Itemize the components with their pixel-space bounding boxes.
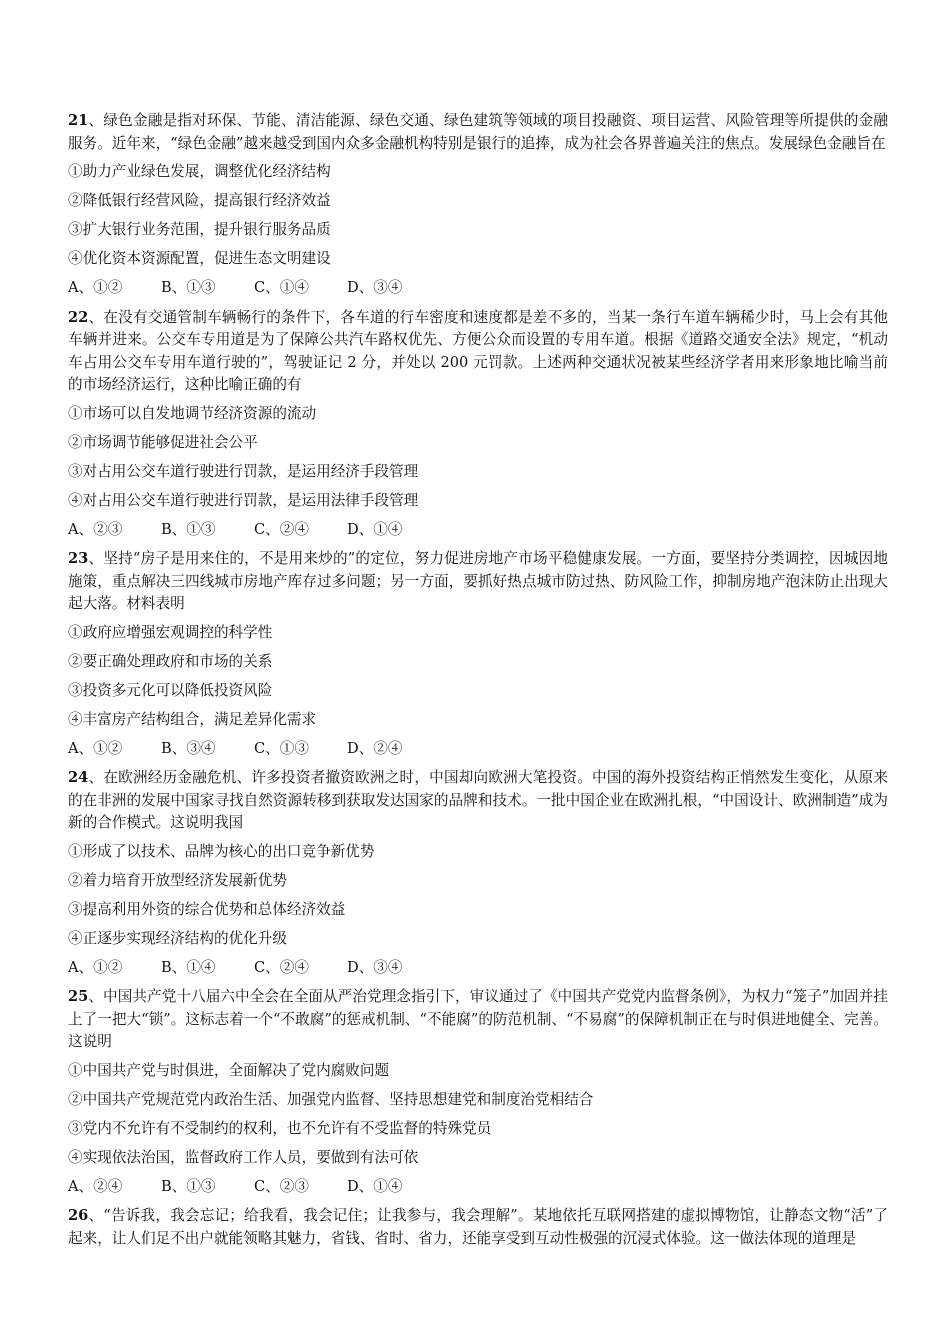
option-1: ①市场可以自发地调节经济资源的流动 — [68, 404, 317, 422]
answer-d: D、①④ — [347, 1177, 403, 1195]
stem-text: 、坚持“房子是用来住的，不是用来炒的”的定位，努力促进房地产市场平稳健康发展。一方面，要坚持分类调控，因城因地施策，重点解决三四线城市房地产库存过多问题；另一方面，要抓好热点城市防过热、防风险工作，抑制房地产泡沫防止出现大起大落。材料表明 — [68, 550, 888, 612]
question-stem — [68, 307, 888, 397]
stem-text: 、在欧洲经历金融危机、许多投资者撤资欧洲之时，中国却向欧洲大笔投资。中国的海外投资结构正悄然发生变化，从原来的在非洲的发展中国家寻找自然资源转移到获取发达国家的品牌和技术。一批中国企业在欧洲扎根，“中国设计、欧洲制造”成为新的合作模式。这说明我国 — [68, 769, 888, 831]
question-21 — [68, 110, 888, 300]
question-23 — [68, 548, 888, 760]
question-26 — [68, 1205, 888, 1250]
answer-c: C、②④ — [254, 520, 309, 538]
option-4: ④正逐步实现经济结构的优化升级 — [68, 929, 287, 947]
answer-c: C、②③ — [254, 1177, 309, 1195]
answer-b: B、①③ — [161, 279, 216, 296]
option-1: ①助力产业绿色发展，调整优化经济结构 — [68, 163, 331, 180]
question-number: 22 — [68, 308, 89, 326]
answer-choices — [68, 957, 888, 980]
answer-a: A、①② — [68, 739, 123, 757]
option-2: ②市场调节能够促进社会公平 — [68, 433, 258, 451]
option-1: ①形成了以技术、品牌为核心的出口竞争新优势 — [68, 842, 375, 860]
question-25 — [68, 986, 888, 1198]
question-stem — [68, 1205, 888, 1250]
answer-b: B、③④ — [161, 739, 216, 757]
option-2: ②降低银行经营风险，提高银行经济效益 — [68, 192, 331, 209]
stem-text: 、“告诉我，我会忘记；给我看，我会记住；让我参与，我会理解”。某地依托互联网搭建的虚拟博物馆，让静态文物“活”了起来，让人们足不出户就能领略其魅力，省钱、省时、省力，还能享受到互动性极强的沉浸式体验。这一做法体现的道理是 — [68, 1207, 888, 1247]
option-4: ④对占用公交车道行驶进行罚款，是运用法律手段管理 — [68, 491, 419, 509]
question-stem — [68, 767, 888, 835]
option-2: ②中国共产党规范党内政治生活、加强党内监督、坚持思想建党和制度治党相结合 — [68, 1090, 594, 1108]
answer-c: C、②④ — [254, 958, 309, 976]
answer-a: A、②④ — [68, 1177, 123, 1195]
option-4: ④实现依法治国，监督政府工作人员，要做到有法可依 — [68, 1148, 419, 1166]
option-1: ①中国共产党与时俱进，全面解决了党内腐败问题 — [68, 1061, 390, 1079]
answer-c: C、①④ — [254, 279, 309, 296]
question-number: 24 — [68, 769, 89, 786]
answer-b: B、①③ — [161, 1177, 216, 1195]
question-stem — [68, 986, 888, 1054]
answer-a: A、①② — [68, 279, 123, 296]
question-number: 21 — [68, 112, 89, 129]
answer-d: D、①④ — [347, 520, 403, 538]
answer-d: D、③④ — [347, 958, 403, 976]
question-22 — [68, 307, 888, 542]
question-stem — [68, 110, 888, 155]
option-2: ②着力培育开放型经济发展新优势 — [68, 871, 287, 889]
exam-page — [68, 110, 888, 1257]
stem-text: 、绿色金融是指对环保、节能、清洁能源、绿色交通、绿色建筑等领域的项目投融资、项目运营、风险管理等所提供的金融服务。近年来，“绿色金融”越来越受到国内众多金融机构特别是银行的追捧，成为社会各界普遍关注的焦点。发展绿色金融旨在 — [68, 112, 888, 152]
option-4: ④优化资本资源配置，促进生态文明建设 — [68, 250, 331, 267]
stem-text: 、在没有交通管制车辆畅行的条件下，各车道的行车密度和速度都是差不多的，当某一条行车道车辆稀少时，马上会有其他车辆并进来。公交车专用道是为了保障公共汽车路权优先、方便公众而设置的专用车道。根据《道路交通安全法》规定，“机动车占用公交车专用车道行驶的”，驾驶证记 2 分，并处以 200 元罚款。上述两种交通状况被某些经济学者用来形象地比喻当前的市场经济运行，这种比喻正确的有 — [68, 308, 888, 393]
option-3: ③提高利用外资的综合优势和总体经济效益 — [68, 900, 346, 918]
question-number: 25 — [68, 988, 89, 1005]
answer-a: A、②③ — [68, 520, 123, 538]
stem-text: 、中国共产党十八届六中全会在全面从严治党理念指引下，审议通过了《中国共产党党内监督条例》，为权力“笼子”加固并挂上了一把大“锁”。这标志着一个“不敢腐”的惩戒机制、“不能腐”的防范机制、“不易腐”的保障机制正在与时俱进地健全、完善。这说明 — [68, 988, 888, 1050]
option-3: ③投资多元化可以降低投资风险 — [68, 681, 273, 699]
option-2: ②要正确处理政府和市场的关系 — [68, 652, 273, 670]
answer-choices — [68, 519, 888, 542]
answer-d: D、③④ — [347, 279, 403, 296]
answer-c: C、①③ — [254, 739, 309, 757]
question-number: 26 — [68, 1207, 89, 1224]
option-4: ④丰富房产结构组合，满足差异化需求 — [68, 710, 317, 728]
question-24 — [68, 767, 888, 979]
option-3: ③对占用公交车道行驶进行罚款，是运用经济手段管理 — [68, 462, 419, 480]
answer-b: B、①③ — [161, 520, 216, 538]
question-number: 23 — [68, 550, 89, 567]
question-stem — [68, 548, 888, 616]
answer-b: B、①④ — [161, 958, 216, 976]
option-3: ③扩大银行业务范围，提升银行服务品质 — [68, 221, 331, 238]
answer-a: A、①② — [68, 958, 123, 976]
answer-choices — [68, 277, 888, 300]
answer-choices — [68, 738, 888, 761]
answer-d: D、②④ — [347, 739, 403, 757]
option-3: ③党内不允许有不受制约的权利，也不允许有不受监督的特殊党员 — [68, 1119, 492, 1137]
option-1: ①政府应增强宏观调控的科学性 — [68, 623, 273, 641]
answer-choices — [68, 1176, 888, 1199]
